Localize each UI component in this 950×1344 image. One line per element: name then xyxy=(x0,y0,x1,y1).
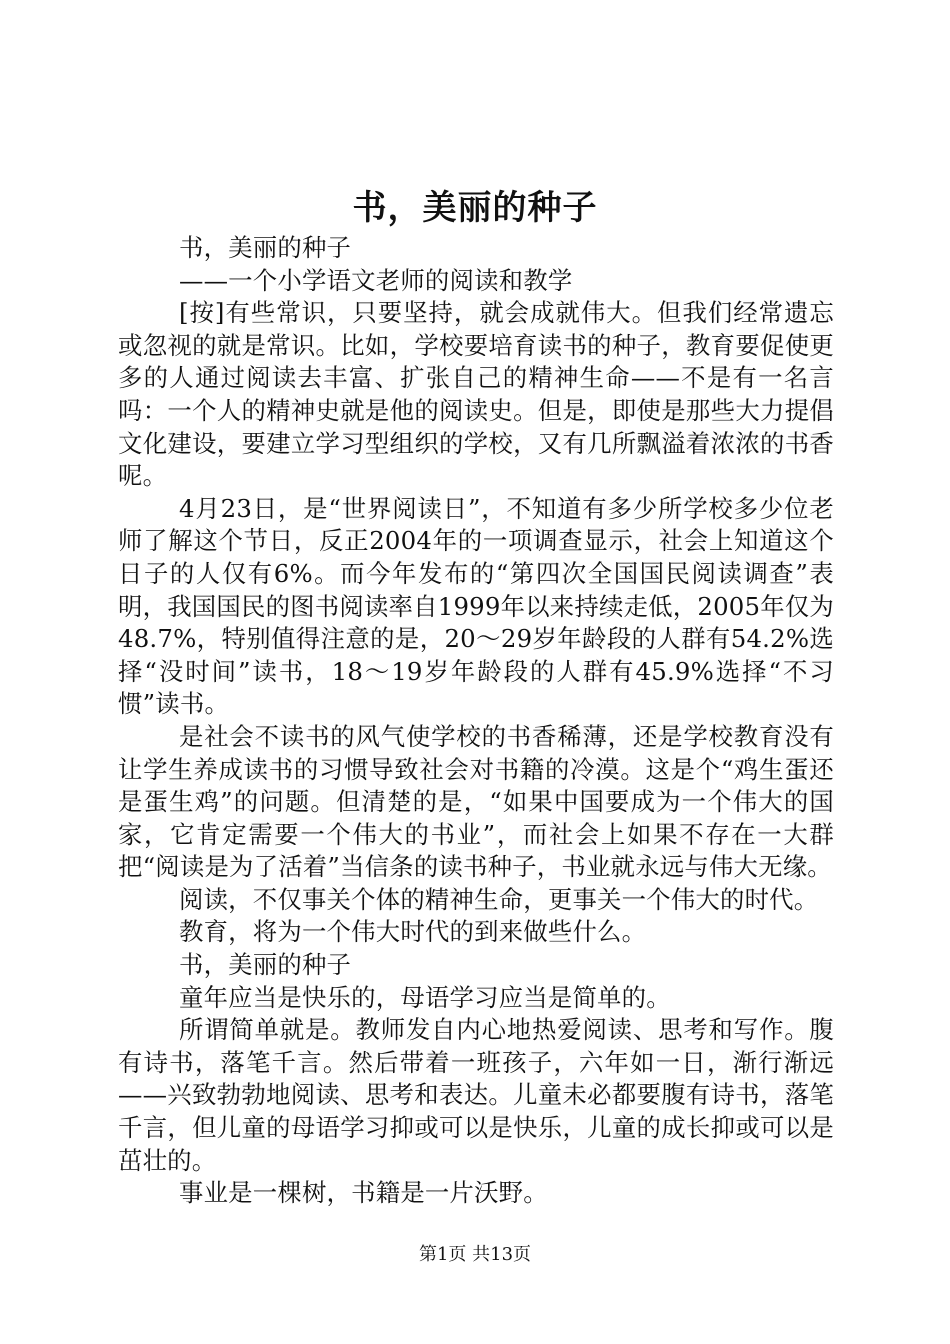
document-title: 书，美丽的种子 xyxy=(352,188,598,228)
paragraph-career: 事业是一棵树，书籍是一片沃野。 xyxy=(179,1178,548,1208)
paragraph-simplicity: 所谓简单就是。教师发自内心地热爱阅读、思考和写作。腹有诗书，落笔千言。然后带着一班孩子，六年如一日，渐行渐远——兴致勃勃地阅读、思考和表达。儿童未必都要腹有诗书，落笔千言，但儿童的母语学习抑或可以是快乐，儿童的成长抑或可以是茁壮的。 xyxy=(118,1015,834,1175)
paragraph-society-reading: 是社会不读书的风气使学校的书香稀薄，还是学校教育没有让学生养成读书的习惯导致社会对书籍的冷漠。这是个“鸡生蛋还是蛋生鸡”的问题。但清楚的是，“如果中国要成为一个伟大的国家，它肯定需要一个伟大的书业”，而社会上如果不存在一大群把“阅读是为了活着”当信条的读书种子，书业就永远与伟大无缘。 xyxy=(118,721,834,882)
page-footer: 第1页 共13页 xyxy=(418,1244,532,1265)
paragraph-reading-day: 4月23日，是“世界阅读日”，不知道有多少所学校多少位老师了解这个节日，反正2004年的一项调查显示，社会上知道这个日子的人仅有6%。而今年发布的“第四次全国国民阅读调查”表明，我国国民的图书阅读率自1999年以来持续走低，2005年仅为48.7%，特别值得注意的是，20～29岁年龄段的人群有54.2%选择“没时间”读书，18～19岁年龄段的人群有45.9%选择“不习惯”读书。 xyxy=(118,493,834,719)
paragraph-heading: 书，美丽的种子 xyxy=(179,233,352,262)
paragraph-education: 教育，将为一个伟大时代的到来做些什么。 xyxy=(179,917,647,947)
document-body xyxy=(118,232,834,1210)
paragraph-reading-era: 阅读，不仅事关个体的精神生命，更事关一个伟大的时代。 xyxy=(179,884,819,914)
paragraph-childhood: 童年应当是快乐的，母语学习应当是简单的。 xyxy=(179,982,671,1012)
paragraph-section-heading: 书，美丽的种子 xyxy=(179,950,352,980)
paragraph-editor-note: [按]有些常识，只要坚持，就会成就伟大。但我们经常遗忘或忽视的就是常识。比如，学校要培育读书的种子，教育要促使更多的人通过阅读去丰富、扩张自己的精神生命——不是有一名言吗：一个人的精神史就是他的阅读史。但是，即使是那些大力提倡文化建设，要建立学习型组织的学校，又有几所飘溢着浓浓的书香呢。 xyxy=(118,298,834,491)
paragraph-subtitle: ——一个小学语文老师的阅读和教学 xyxy=(179,265,573,295)
